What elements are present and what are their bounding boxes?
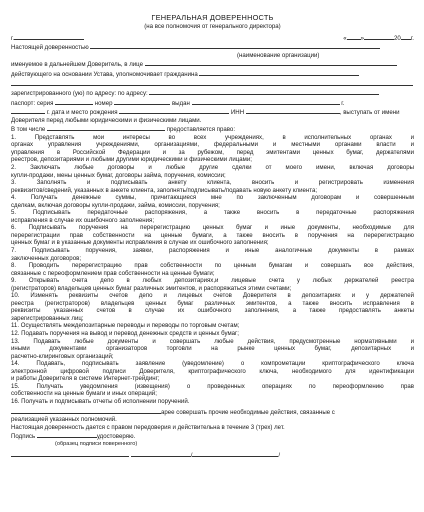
power-item-line: органах управления учреждениями, организациями, федеральными и местными органами власти и [11, 141, 414, 149]
power-item-14 [11, 360, 414, 383]
power-item-9 [11, 277, 414, 292]
sign-label: Подпись [11, 433, 36, 441]
power-item-3 [11, 179, 414, 194]
power-item-7 [11, 247, 414, 262]
certify-label: удостоверяю. [96, 433, 136, 441]
power-item-line: 2. Заключать любые договоры и любые другие сделки от моего имени, включая договоры [11, 164, 414, 171]
power-item-2 [11, 164, 414, 179]
including-field[interactable] [47, 124, 165, 131]
director-signature-field[interactable] [131, 450, 193, 460]
power-item-line: 16. Получать и подписывать отчеты об исполнении поручений. [11, 397, 190, 405]
principal-rep-field[interactable] [145, 59, 397, 66]
power-item-line: иными документами организаторов торговли на рынке ценных бумаг, депозитарных и [11, 345, 414, 353]
including-label: В том числе [11, 126, 46, 134]
passport-number-field[interactable] [114, 98, 170, 105]
power-item-line: ценных бумаг и в указанные документы исправления в случае их ошибочного заполнения; [11, 239, 269, 247]
power-item-8 [11, 262, 414, 277]
closing-line-2: реализацией указанных полномочий. [11, 416, 117, 424]
power-item-line: собственности на ценные бумаги и иных операций; [11, 390, 157, 398]
acting-text: действующего на основании Устава, уполномочивает гражданина [11, 70, 198, 78]
power-item-5 [11, 209, 414, 224]
acting-line [11, 69, 414, 79]
power-item-line: исправления в случае их ошибочного заполнения; [11, 216, 155, 224]
attorney-name-cont-field[interactable] [11, 79, 413, 86]
director-signature-line [11, 450, 414, 460]
right-granted-label: предоставляется право: [166, 126, 236, 134]
power-item-15 [11, 383, 414, 398]
passport-number-label: номер [94, 99, 113, 107]
place-date-row [11, 33, 414, 43]
power-item-line: 7. Подписывать поручения, заявки, распоряжения и иные аналогичные документы в рамках [11, 247, 414, 255]
power-item-11 [11, 322, 414, 330]
inn-field[interactable] [246, 107, 340, 114]
org-caption: (наименование организации) [237, 51, 320, 59]
birth-label: г. дата и место рождения [46, 109, 118, 117]
power-item-line: реквизитов/сведений, указанных в анкете клиента, заполнять/подписывать/подавать новую анкету клиента; [11, 186, 318, 194]
represent-line: Доверителя перед любыми юридическими и физическими лицами. [11, 116, 202, 124]
power-item-line: 8. Проводить перерегистрацию прав собственности по ценным бумагам и совершать все действия, [11, 262, 414, 270]
power-item-10 [11, 292, 414, 322]
power-item-line: 15. Получать уведомления (извещения) о проведенных операциях по переоформлению прав [11, 382, 414, 390]
power-item-line: сделкам, включая договоры купли-продажи, займа, комиссии, поручения; [11, 201, 220, 209]
intro-lead: Настоящей доверенностью [11, 44, 89, 52]
closing-field[interactable] [11, 407, 161, 414]
intro-line [11, 42, 414, 52]
date-field[interactable] [343, 33, 414, 43]
attorney-name-field[interactable] [199, 69, 359, 76]
power-item-13 [11, 338, 414, 361]
power-item-line: заключенных договоров; [11, 254, 82, 262]
date-year: 20 [394, 34, 401, 42]
power-item-line: расчетно-клиринговых организаций; [11, 352, 114, 360]
power-item-line: реестров, депозитариями и любыми другими юридическими и физическими лицами; [11, 156, 252, 164]
power-item-6 [11, 224, 414, 247]
power-item-16 [11, 398, 414, 406]
sign-line [11, 431, 414, 441]
closing-text: арее совершать прочие необходимые действия, связанные с [161, 408, 335, 416]
address-line [11, 88, 414, 98]
power-item-line: 4. Получать денежные суммы, причитающиеся мне по заключенным договорам и совершенным [11, 194, 414, 202]
power-item-line: (регистраторов) владельцев ценных бумаг различных эмитентов, и распоряжаться этими счетами; [11, 284, 292, 292]
power-item-line: 1. Представлять мои интересы во всех учреждениях, в исполнительных органах и [11, 133, 414, 141]
power-item-12 [11, 330, 414, 338]
passport-series-field[interactable] [55, 98, 93, 105]
power-item-line: 10. Изменять реквизиты счетов депо и лицевых счетов Доверителя в депозитариях и у держателей [11, 292, 414, 300]
power-item-line: 11. Осуществлять междепозитарные переводы и переводы по торговым счетам; [11, 322, 240, 330]
power-item-line: управления в Российской Федерации и за рубежом, перед эмитентами ценных бумаг, держателями [11, 148, 414, 156]
power-item-line: 12. Подавать поручения на вывод и перевод денежных средств и ценных бумаг; [11, 330, 239, 338]
power-item-line: 3. Заполнять и подписывать анкету клиента, вносить и регистрировать изменения [11, 179, 414, 187]
birth-line [11, 107, 414, 117]
registered-text: зарегистрированного (ую) по адресу: по адресу: [11, 90, 148, 98]
validity-line: Настоящая доверенность дается с правом передоверия и действительна в течение 3 (трех) лет. [11, 423, 285, 431]
power-item-line: реквизиты указанных счетов в случае их ошибочного заполнения, а также предоставлять анкеты [11, 307, 414, 315]
director-position-field[interactable] [11, 450, 129, 457]
date-quote-close: » [360, 34, 365, 42]
power-item-1 [11, 134, 414, 164]
power-item-line: перерегистрации прав собственности на ценные бумаги, а также вносить в поручения на перерегистрацию [11, 231, 414, 239]
represent-lead: , выступать от имени [339, 109, 400, 117]
city-field[interactable] [11, 33, 84, 43]
org-name-field[interactable] [90, 42, 380, 49]
director-name-field[interactable] [190, 450, 281, 460]
birth-field[interactable] [119, 107, 229, 114]
address-field[interactable] [149, 88, 379, 95]
date-suffix: г. [410, 34, 414, 42]
sample-signature-field[interactable] [37, 431, 97, 438]
document-subtitle: (на все полномочия от генерального директора) [144, 22, 281, 30]
power-item-line: зарегистрированных лиц; [11, 314, 84, 322]
power-item-line: купли-продажи, мены ценных бумаг, договоры займа, поручения, комиссии; [11, 171, 226, 179]
power-item-line: реестра (регистраторов) владельцев ценных бумаг различных эмитентов, а также вносить исправления в [11, 299, 414, 307]
date-quote-open: « [343, 34, 347, 42]
passport-line [11, 98, 414, 108]
sign-caption: (образец подписи поверенного) [55, 440, 138, 447]
closing-line [11, 407, 414, 417]
passport-issued-field[interactable] [192, 98, 340, 105]
signature-slash-1: / [190, 452, 193, 460]
registered-line [11, 79, 414, 89]
powers-list [11, 134, 414, 406]
power-item-line: 13. Подавать любые документы и совершать любые действия, предусмотренные нормативными и [11, 337, 414, 345]
including-line [11, 124, 414, 134]
passport-series-label: паспорт: серия [11, 99, 54, 107]
power-item-line: связанные с переоформлением прав собственности на ценные бумаги; [11, 269, 215, 277]
signature-slash-2: / [278, 452, 281, 460]
passport-year-suffix: г. [341, 99, 345, 107]
power-item-line: 5. Подписывать передаточные распоряжения, а также вносить в передаточные распоряжения [11, 209, 414, 217]
document-title: ГЕНЕРАЛЬНАЯ ДОВЕРЕННОСТЬ [151, 13, 274, 22]
power-item-line: 14. Подавать, подписывать заявление (уведомление) о компрометации криптографического ключа [11, 360, 414, 368]
power-item-line: электронной цифровой подписи Доверителя, криптографического ключа, необходимого для идентификации [11, 367, 414, 375]
passport-issued-label: выдан [171, 99, 190, 107]
issue-date-field[interactable] [11, 107, 45, 114]
inn-label: ИНН [230, 109, 245, 117]
power-item-line: и работы Доверителя в системе Интернет-трейдинг; [11, 375, 160, 383]
power-item-line: 9. Открывать счета депо в любых депозитариях,и лицевые счета у любых держателей реестра [11, 277, 414, 285]
power-item-4 [11, 194, 414, 209]
city-prefix: г. [11, 34, 15, 42]
power-item-line: 6. Подписывать поручения на перерегистрацию ценных бумаг и иные документы, необходимые для [11, 224, 414, 232]
principal-line [11, 59, 414, 69]
principal-text: именуемое в дальнейшем Доверитель, в лице [11, 61, 143, 69]
